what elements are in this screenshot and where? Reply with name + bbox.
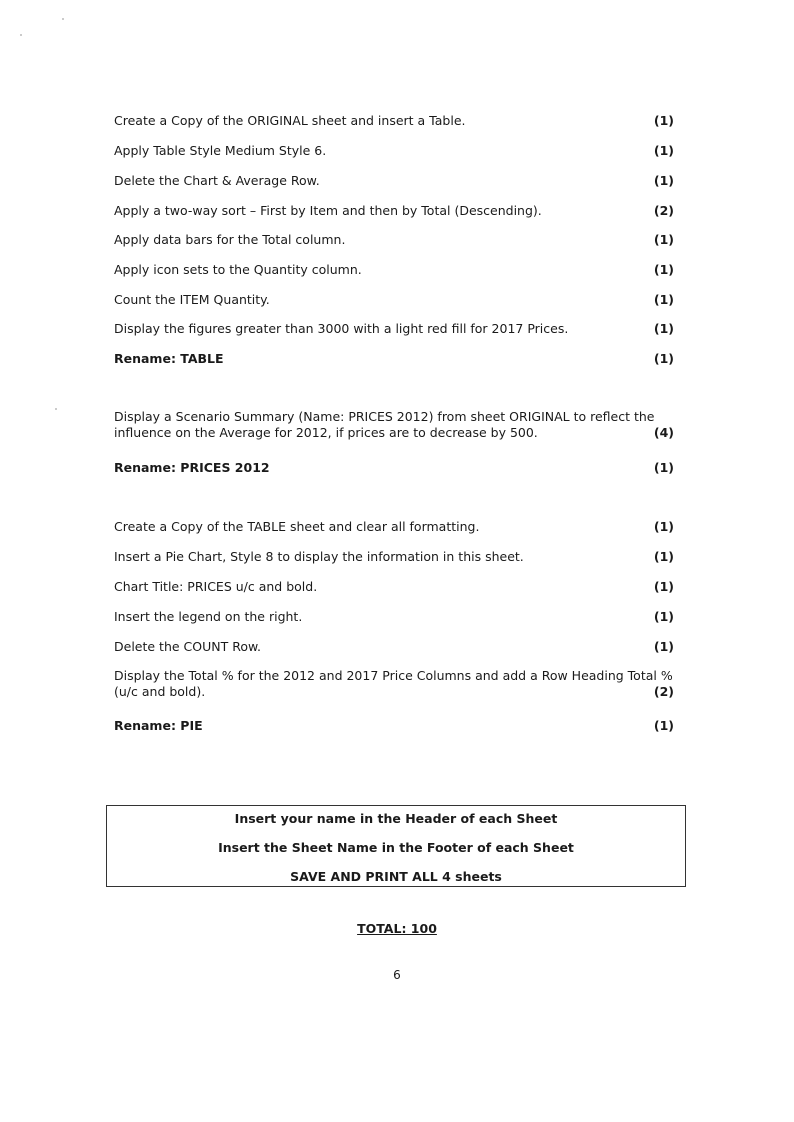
task-marks: (1) (653, 519, 674, 534)
rename-item (114, 351, 674, 367)
task-item (114, 519, 674, 535)
task-item (114, 292, 674, 308)
task-text: Count the ITEM Quantity. (114, 292, 270, 307)
task-marks: (1) (653, 609, 674, 624)
instructions-box (106, 805, 686, 887)
task-text: Apply data bars for the Total column. (114, 232, 346, 247)
task-item (114, 549, 674, 565)
scan-speck (55, 408, 57, 410)
rename-text: Rename: PIE (114, 718, 203, 733)
task-item (114, 143, 674, 159)
task-marks: (1) (653, 579, 674, 594)
task-text: Insert the legend on the right. (114, 609, 303, 624)
task-item (114, 203, 674, 219)
total-marks: TOTAL: 100 (357, 921, 437, 936)
task-marks: (1) (653, 718, 674, 733)
task-marks: (1) (653, 639, 674, 654)
task-text: Create a Copy of the TABLE sheet and clear all formatting. (114, 519, 480, 534)
page-number: 6 (393, 968, 401, 982)
task-item (114, 579, 674, 595)
task-text: Apply icon sets to the Quantity column. (114, 262, 362, 277)
task-text: Display the figures greater than 3000 with a light red fill for 2017 Prices. (114, 321, 569, 336)
task-marks: (1) (653, 321, 674, 336)
task-item (114, 113, 674, 129)
task-marks: (4) (653, 425, 674, 440)
task-text: Delete the COUNT Row. (114, 639, 262, 654)
task-marks: (1) (653, 351, 674, 366)
scan-speck (62, 18, 64, 20)
task-item (114, 232, 674, 248)
task-text: Create a Copy of the ORIGINAL sheet and insert a Table. (114, 113, 466, 128)
task-marks: (1) (653, 549, 674, 564)
task-marks: (2) (653, 203, 674, 218)
instruction-line: SAVE AND PRINT ALL 4 sheets (290, 869, 502, 884)
rename-text: Rename: PRICES 2012 (114, 460, 270, 475)
task-marks: (1) (653, 262, 674, 277)
task-marks: (1) (653, 173, 674, 188)
instruction-line: Insert your name in the Header of each Sheet (234, 811, 558, 826)
task-marks: (1) (653, 232, 674, 247)
task-item (114, 639, 674, 655)
task-marks: (1) (653, 143, 674, 158)
task-text: Apply a two-way sort – First by Item and then by Total (Descending). (114, 203, 542, 218)
task-text: Display a Scenario Summary (Name: PRICES 2012) from sheet ORIGINAL to reflect the influence on the Average for 2012, if prices are to decrease by 500. (114, 409, 655, 440)
task-marks: (2) (653, 684, 674, 699)
task-text: Insert a Pie Chart, Style 8 to display the information in this sheet. (114, 549, 524, 564)
rename-text: Rename: TABLE (114, 351, 224, 366)
task-marks: (1) (653, 113, 674, 128)
task-marks: (1) (653, 292, 674, 307)
instruction-line: Insert the Sheet Name in the Footer of each Sheet (218, 840, 574, 855)
scan-speck (20, 34, 22, 36)
task-text: Display the Total % for the 2012 and 2017 Price Columns and add a Row Heading Total % (u/c and bold). (114, 668, 673, 699)
task-item (114, 409, 674, 441)
task-item (114, 668, 674, 700)
task-text: Delete the Chart & Average Row. (114, 173, 320, 188)
task-text: Chart Title: PRICES u/c and bold. (114, 579, 318, 594)
task-marks: (1) (653, 460, 674, 475)
task-item (114, 321, 674, 337)
task-item (114, 609, 674, 625)
task-item (114, 173, 674, 189)
task-item (114, 262, 674, 278)
rename-item (114, 460, 674, 476)
task-text: Apply Table Style Medium Style 6. (114, 143, 327, 158)
rename-item (114, 718, 674, 734)
